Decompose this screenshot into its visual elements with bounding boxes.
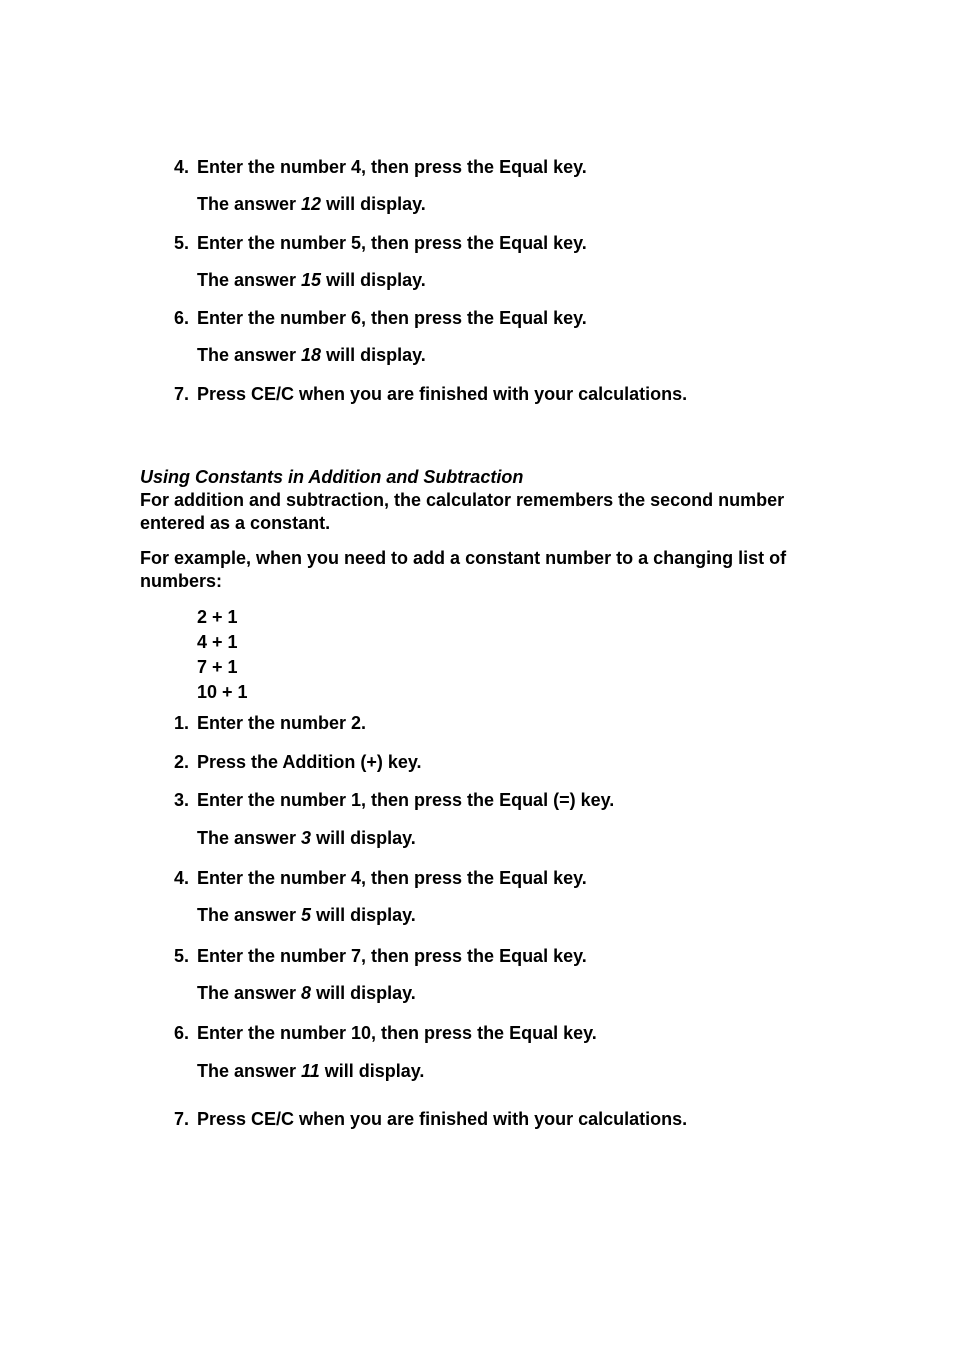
- step-item: [174, 789, 615, 811]
- answer-value: 18: [301, 345, 322, 365]
- step-number: 1.: [174, 713, 190, 733]
- answer-value: 8: [301, 983, 312, 1003]
- step-number: 6.: [174, 1023, 190, 1043]
- paragraph-line: For addition and subtraction, the calculator remembers the second number: [140, 490, 785, 510]
- answer-value: 15: [301, 270, 322, 290]
- step-item: [174, 945, 587, 967]
- step-item: [174, 307, 587, 329]
- answer-prefix: The answer: [197, 983, 302, 1003]
- answer-prefix: The answer: [197, 194, 302, 214]
- answer-prefix: The answer: [197, 345, 302, 365]
- step-number: 7.: [174, 384, 190, 404]
- answer-suffix: will display.: [321, 270, 426, 290]
- answer-suffix: will display.: [321, 194, 426, 214]
- step-text: Enter the number 7, then press the Equal key.: [197, 946, 587, 966]
- step-number: 4.: [174, 868, 190, 888]
- step-number: 5.: [174, 946, 190, 966]
- answer-line: [197, 193, 426, 215]
- paragraph-line: entered as a constant.: [140, 513, 331, 533]
- answer-value: 3: [301, 828, 312, 848]
- step-text: Enter the number 2.: [197, 713, 367, 733]
- answer-line: [197, 1060, 424, 1082]
- example-expression: 10 + 1: [197, 682, 248, 702]
- step-item: [174, 712, 367, 734]
- answer-line: [197, 827, 416, 849]
- step-number: 5.: [174, 233, 190, 253]
- example-expression: 7 + 1: [197, 657, 238, 677]
- answer-suffix: will display.: [319, 1061, 425, 1081]
- step-item: [174, 1108, 688, 1130]
- step-text: Enter the number 4, then press the Equal key.: [197, 157, 587, 177]
- section-heading: Using Constants in Addition and Subtraction: [140, 467, 524, 487]
- step-number: 6.: [174, 308, 190, 328]
- answer-value: 11: [301, 1061, 320, 1081]
- answer-suffix: will display.: [311, 828, 416, 848]
- answer-prefix: The answer: [197, 828, 302, 848]
- step-item: [174, 751, 422, 773]
- answer-prefix: The answer: [197, 905, 302, 925]
- example-expression: 4 + 1: [197, 632, 238, 652]
- answer-prefix: The answer: [197, 270, 302, 290]
- step-item: [174, 383, 688, 405]
- step-item: [174, 156, 587, 178]
- step-text: Enter the number 5, then press the Equal key.: [197, 233, 587, 253]
- answer-suffix: will display.: [321, 345, 426, 365]
- step-number: 4.: [174, 157, 190, 177]
- step-item: [174, 232, 587, 254]
- paragraph-line: numbers:: [140, 571, 223, 591]
- answer-prefix: The answer: [197, 1061, 302, 1081]
- step-number: 7.: [174, 1109, 190, 1129]
- step-text: Enter the number 6, then press the Equal key.: [197, 308, 587, 328]
- answer-line: [197, 982, 416, 1004]
- step-text: Press CE/C when you are finished with your calculations.: [197, 1109, 688, 1129]
- answer-suffix: will display.: [311, 983, 416, 1003]
- step-text: Enter the number 10, then press the Equal key.: [197, 1023, 597, 1043]
- step-text: Enter the number 4, then press the Equal key.: [197, 868, 587, 888]
- answer-value: 5: [301, 905, 312, 925]
- step-number: 3.: [174, 790, 190, 810]
- answer-line: [197, 269, 426, 291]
- step-number: 2.: [174, 752, 190, 772]
- step-text: Press CE/C when you are finished with your calculations.: [197, 384, 688, 404]
- answer-value: 12: [301, 194, 322, 214]
- step-item: [174, 867, 587, 889]
- answer-line: [197, 344, 426, 366]
- step-text: Enter the number 1, then press the Equal (=) key.: [197, 790, 615, 810]
- paragraph-line: For example, when you need to add a constant number to a changing list of: [140, 548, 787, 568]
- step-item: [174, 1022, 597, 1044]
- answer-suffix: will display.: [311, 905, 416, 925]
- example-expression: 2 + 1: [197, 607, 238, 627]
- step-text: Press the Addition (+) key.: [197, 752, 422, 772]
- answer-line: [197, 904, 416, 926]
